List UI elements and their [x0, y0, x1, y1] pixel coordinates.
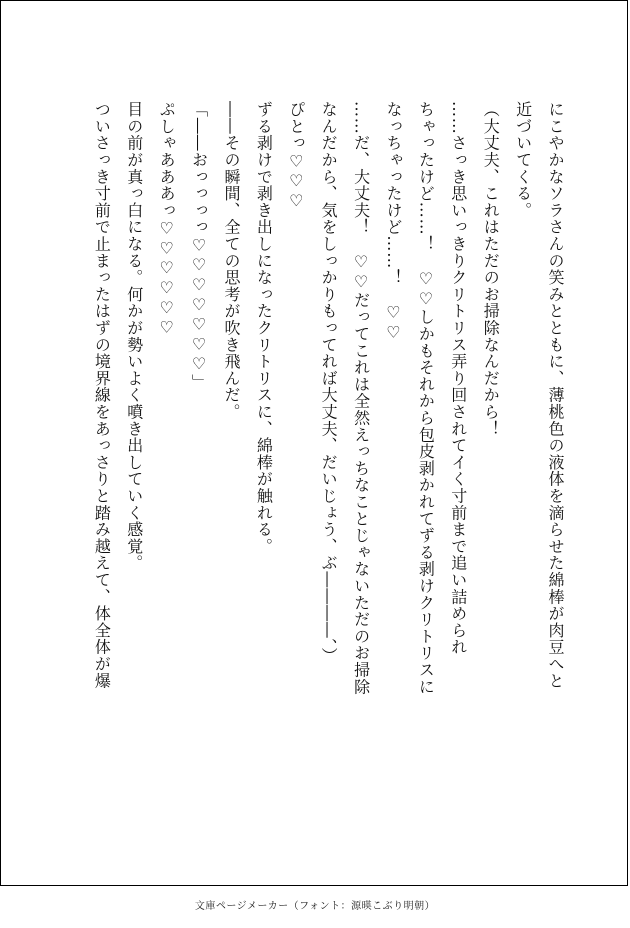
text-line: ……だ、大丈夫！ ♡♡だってこれは全然えっちなことじゃないただのお掃除	[351, 101, 371, 695]
text-line: ――その瞬間、全ての思考が吹き飛んだ。	[221, 101, 241, 421]
text-line: なっちゃったけど……！ ♡♡	[383, 101, 403, 343]
text-line: ぴとっ♡♡♡	[286, 101, 306, 211]
text-line: 近づいてくる。	[513, 101, 533, 219]
text-line: ずる剥けで剥き出しになったクリトリスに、綿棒が触れる。	[254, 101, 274, 555]
text-line: にこやかなソラさんの笑みとともに、薄桃色の液体を滴らせた綿棒が肉豆へと	[546, 101, 565, 689]
text-line: ついさっき寸前で止まったはずの境界線をあっさりと踏み越えて、体全体が爆	[92, 101, 112, 689]
text-line: ……さっき思いっきりクリトリス弄り回されてイく寸前まで追い詰められ	[448, 101, 468, 656]
text-line: （大丈夫、これはただのお掃除なんだから！	[481, 101, 501, 437]
footer-credit: 文庫ページメーカー（フォント：源暎こぶり明朝）	[194, 901, 436, 912]
text-line: ぷしゃあああっ♡♡♡♡♡♡	[157, 101, 177, 338]
text-line: 目の前が真っ白になる。何かが勢いよく噴き出していく感覚。	[124, 101, 144, 572]
text-line: 「――おっっっっ♡♡♡♡♡♡♡」	[189, 101, 209, 391]
text-line: ちゃったけど……！ ♡♡しかもそれから包皮剥かれてずる剥けクリトリスに	[416, 101, 436, 695]
vertical-text-body	[71, 101, 571, 801]
text-line: なんだから、気をしっかりもってれば大丈夫、だいじょう、ぶ――――、）	[319, 101, 339, 665]
